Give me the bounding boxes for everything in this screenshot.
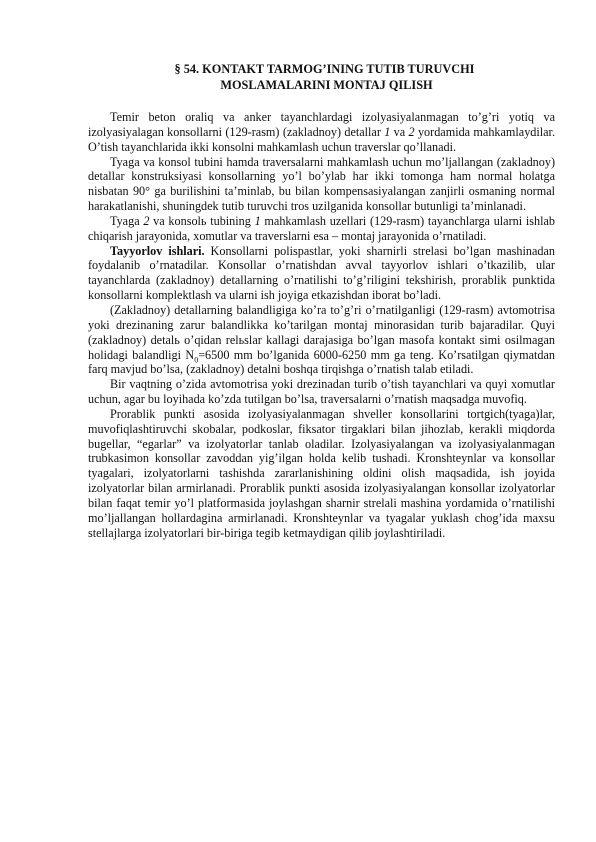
- text-run: Prorablik punkti asosida izolyasiyalanmagan shveller konsollarini tortgich(tyaga)lar, muvofiqlashtiruvchi skobalar, podkoslar, fiksator tirgaklari bilan jihozlab, kerakli miqdorda bugellar, “egarlar” va izolyatorlar tanlab oladilar. Izolyasiyalangan va izolyasiyalanmagan trubkasimon konsollar zavoddan yig’ilgan holda kelib tushadi. Kronshteynlar va konsollar tyagalari, izolyatorlarni tashishda zararlanishining oldini olish maqsadida, ish joyida izolyatorlar bilan armirlanadi. Prorablik punkti asosida izolyasiyalangan konsollar izolyatorlar bilan faqat temir yo’l platformasida joylashgan sharnir strelali mashina yordamida o’rnatilishi mo’ljallangan hollardagina armirlanadi. Kronshteynlar va tyagalar yuklash chog’ida maxsu stellajlarga izolyatorlari bir-biriga tegib ketmaydigan qilib joylashtiriladi.: [88, 406, 555, 540]
- text-bold: Tayyorlov ishlari.: [110, 243, 205, 258]
- text-italic: 1: [384, 124, 391, 139]
- paragraph: [88, 214, 555, 244]
- paragraph: [88, 110, 555, 155]
- text-sub: 0: [194, 354, 199, 364]
- text-run: va konsolь tubining: [149, 213, 255, 228]
- body-text: [88, 110, 555, 540]
- text-italic: 2: [408, 124, 415, 139]
- section-title-line-1: § 54. KONTAKT TARMOG’INING TUTIB TURUVCHI: [174, 62, 475, 76]
- text-run: Temir beton oraliq va anker tayanchlardagi izolyasiyalanmagan to’g’ri yotiq va izolyasiyalagan konsollarni (129-rasm) (zakladnoy) detallar: [88, 110, 555, 139]
- paragraph: [88, 377, 555, 407]
- text-run: Bir vaqtning o’zida avtomotrisa yoki drezinadan turib o’tish tayanchlari va quyi xomutlar uchun, agar bu loyihada ko’zda tutilgan bo’lsa, traversalarni o’rnatish maqsadga muvofiq.: [88, 377, 555, 407]
- paragraph: [88, 155, 555, 214]
- text-run: yordamida mahkamlaydilar. O’tish tayanchlarida ikki konsolni mahkamlash uchun traverslar qo’llanadi.: [88, 124, 555, 154]
- text-italic: 1: [254, 213, 261, 228]
- paragraph: [88, 407, 555, 541]
- document-page: [88, 62, 555, 540]
- text-run: Konsollarni polispastlar, yoki sharnirli strelasi bo’lgan mashinadan foydalanib o’rnatadilar. Konsollar o’rnatishdan avval tayyorlov ishlari o’tkazilib, ular tayanchlarda (zakladnoy) detallarning o’rnatilishi to’g’riligini tekshirish, prorablik punktida konsollarni komplektlash va ularni ish joyiga etkazishdan iborat bo’ladi.: [88, 243, 555, 303]
- text-run: (Zakladnoy) detallarning balandligiga ko’ra to’g’ri o’rnatilganligi (129-rasm) avtomotrisa yoki drezinaning zarur balandlikka ko’tarilgan montaj minorasidan turib bajaradilar. Quyi (zakladnoy) detalь o’qidan relьslar kallagi darajasiga bo’lgan masofa kontakt simi osilmagan holidagi balandligi N: [88, 302, 555, 362]
- paragraph: [88, 244, 555, 303]
- text-italic: 2: [143, 213, 150, 228]
- text-run: va: [390, 124, 409, 139]
- text-run: Tyaga va konsol tubini hamda traversalarni mahkamlash uchun mo’ljallangan (zakladnoy) detallar konstruksiyasi konsollarning yo’l bo’ylab har ikki tomonga ham normal holatga nisbatan 90° ga burilishini ta’minlab, bu bilan kompensasiyalangan zanjirli osmaning normal harakatlanishi, shuningdek tutib turuvchi tros uzilganida konsollar butunligi ta’minlanadi.: [88, 154, 555, 214]
- text-run: Tyaga: [110, 213, 144, 228]
- section-title-line-2: MOSLAMALARINI MONTAJ QILISH: [220, 77, 433, 92]
- text-run: mahkamlash uzellari (129-rasm) tayanchlarga ularni ishlab chiqarish jarayonida, xomutlar va traverslarni esa – montaj jarayonida o’rnatiladi.: [88, 213, 555, 243]
- text-run: =6500 mm bo’lganida 6000-6250 mm ga teng. Ko’rsatilgan qiymatdan farq mavjud bo’lsa, (zakladnoy) detalni boshqa tirqishga o’rnatish talab etiladi.: [88, 347, 555, 377]
- section-title: [88, 62, 555, 93]
- paragraph: [88, 303, 555, 377]
